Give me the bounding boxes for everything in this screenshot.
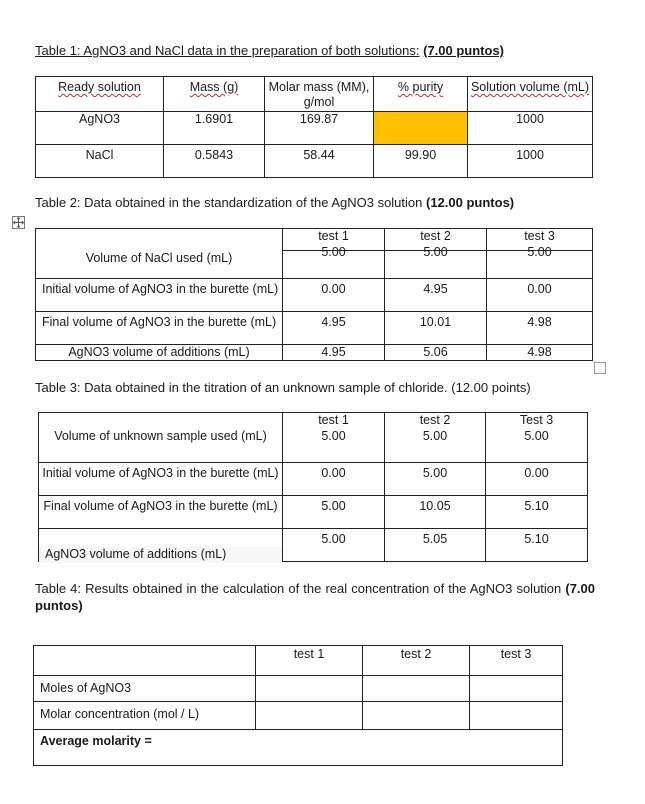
table-move-handle-icon[interactable] bbox=[12, 216, 25, 229]
header-ready-solution: Ready solution bbox=[58, 80, 141, 94]
t3-label-additions: AgNO3 volume of additions (mL) bbox=[45, 547, 227, 561]
t2-label-nacl-volume: Volume of NaCl used (mL) bbox=[36, 251, 283, 279]
table1-row-nacl bbox=[36, 145, 593, 178]
t3-label-sample-volume: Volume of unknown sample used (mL) bbox=[39, 429, 283, 463]
table2-caption bbox=[35, 194, 514, 211]
cell-agno3-volume: 1000 bbox=[468, 112, 593, 145]
table1-points: (7.00 puntos) bbox=[423, 43, 505, 58]
t3-label-additions-cell bbox=[39, 529, 283, 562]
table4 bbox=[33, 645, 563, 766]
table3-row-sample-volume: Volume of unknown sample used (mL) 5.00 5.00 5.00 bbox=[39, 429, 588, 463]
cell-nacl-molar-mass: 58.44 bbox=[265, 145, 374, 178]
t4-conc-test3[interactable] bbox=[470, 702, 563, 730]
t4-moles-test1[interactable] bbox=[256, 676, 363, 702]
t4-moles-test2[interactable] bbox=[363, 676, 470, 702]
cell-agno3-purity-highlighted[interactable] bbox=[374, 112, 468, 145]
t2-header-test3: test 3 bbox=[487, 229, 593, 251]
table4-row-moles bbox=[34, 676, 563, 702]
table2 bbox=[35, 228, 593, 361]
header-mass: Mass (g) bbox=[189, 80, 239, 94]
table3-title: Table 3: Data obtained in the titration of an unknown sample of chloride. (12.00 points) bbox=[35, 380, 531, 395]
cell-nacl-purity: 99.90 bbox=[374, 145, 468, 178]
table1-title: Table 1: AgNO3 and NaCl data in the preparation of both solutions: bbox=[35, 43, 420, 58]
table4-row-concentration bbox=[34, 702, 563, 730]
t3-label-final-volume: Final volume of AgNO3 in the burette (mL) bbox=[39, 496, 283, 529]
table1-row-agno3 bbox=[36, 112, 593, 145]
t4-moles-test3[interactable] bbox=[470, 676, 563, 702]
table1 bbox=[35, 76, 593, 178]
table4-title: Table 4: Results obtained in the calculation of the real concentration of the AgNO3 solution bbox=[35, 581, 562, 596]
table3-row-final-volume: Final volume of AgNO3 in the burette (mL) 5.00 10.05 5.10 bbox=[39, 496, 588, 529]
table3-caption bbox=[35, 379, 531, 396]
t2-label-final-volume: Final volume of AgNO3 in the burette (mL) bbox=[36, 312, 283, 345]
cell-nacl-volume: 1000 bbox=[468, 145, 593, 178]
header-molar-mass: Molar mass (MM), g/mol bbox=[268, 80, 370, 109]
t2-header-test1: test 1 bbox=[283, 229, 385, 251]
t4-header-test3: test 3 bbox=[470, 646, 563, 676]
table2-row-nacl-volume: Volume of NaCl used (mL) 5.00 5.00 5.00 bbox=[36, 251, 593, 279]
table4-row-average bbox=[34, 730, 563, 766]
t4-average-label: Average molarity = bbox=[40, 734, 152, 748]
cell-agno3-name: AgNO3 bbox=[36, 112, 164, 145]
table1-header-row bbox=[36, 77, 593, 112]
cell-agno3-mass: 1.6901 bbox=[164, 112, 265, 145]
header-purity: % purity bbox=[397, 80, 444, 94]
t3-header-test1: test 1 bbox=[283, 413, 385, 429]
table3-row-additions: AgNO3 volume of additions (mL) 5.00 5.05 5.10 bbox=[39, 529, 588, 562]
table3 bbox=[38, 412, 588, 562]
cell-nacl-mass: 0.5843 bbox=[164, 145, 265, 178]
table4-points: (7.00 puntos) bbox=[35, 581, 595, 613]
table2-row-initial-volume: Initial volume of AgNO3 in the burette (mL) 0.00 4.95 0.00 bbox=[36, 279, 593, 312]
header-solution-volume: Solution volume (mL) bbox=[470, 80, 590, 94]
cell-agno3-molar-mass: 169.87 bbox=[265, 112, 374, 145]
t4-conc-test1[interactable] bbox=[256, 702, 363, 730]
table2-row-final-volume: Final volume of AgNO3 in the burette (mL) 4.95 10.01 4.98 bbox=[36, 312, 593, 345]
t2-header-test2: test 2 bbox=[385, 229, 487, 251]
table2-points: (12.00 puntos) bbox=[426, 195, 515, 210]
table-resize-handle-icon[interactable] bbox=[594, 362, 606, 374]
t2-label-initial-volume: Initial volume of AgNO3 in the burette (mL) bbox=[36, 279, 283, 312]
table3-row-initial-volume: Initial volume of AgNO3 in the burette (mL) 0.00 5.00 0.00 bbox=[39, 463, 588, 496]
table2-row-additions: AgNO3 volume of additions (mL) 4.95 5.06 4.98 bbox=[36, 345, 593, 361]
t3-header-test3: Test 3 bbox=[486, 413, 588, 429]
t4-label-concentration: Molar concentration (mol / L) bbox=[34, 702, 256, 730]
t3-header-test2: test 2 bbox=[385, 413, 486, 429]
table2-title: Table 2: Data obtained in the standardization of the AgNO3 solution bbox=[35, 195, 423, 210]
t4-header-test1: test 1 bbox=[256, 646, 363, 676]
table1-caption bbox=[35, 42, 504, 59]
t3-label-initial-volume: Initial volume of AgNO3 in the burette (mL) bbox=[39, 463, 283, 496]
t4-header-test2: test 2 bbox=[363, 646, 470, 676]
table3-header-row bbox=[39, 413, 588, 429]
t4-average-cell[interactable] bbox=[34, 730, 563, 766]
t4-label-moles: Moles of AgNO3 bbox=[34, 676, 256, 702]
table4-header-row bbox=[34, 646, 563, 676]
cell-nacl-name: NaCl bbox=[36, 145, 164, 178]
t4-conc-test2[interactable] bbox=[363, 702, 470, 730]
t2-label-additions: AgNO3 volume of additions (mL) bbox=[36, 345, 283, 361]
table4-caption bbox=[35, 580, 595, 614]
